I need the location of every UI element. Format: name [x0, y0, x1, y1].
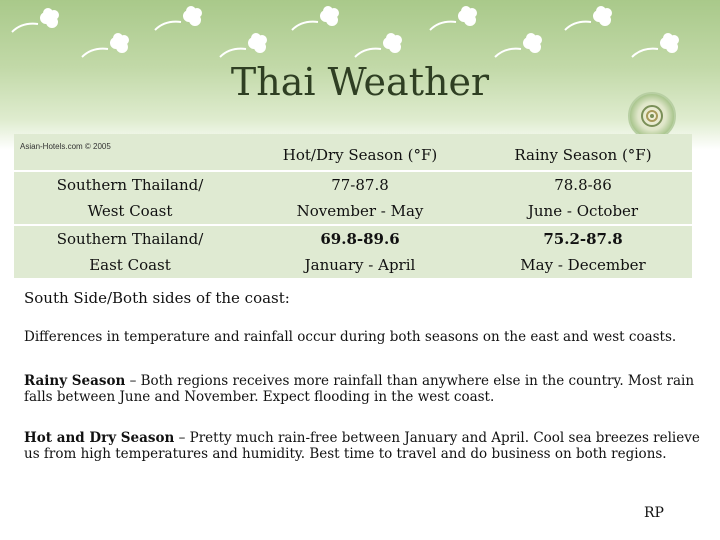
rainy-season-cell: 78.8-86 June - October [474, 171, 692, 225]
table-header-cell [14, 134, 246, 171]
hot-season-cell: 77-87.8 November - May [246, 171, 474, 225]
region-cell: Southern Thailand/ West Coast [14, 171, 246, 225]
table-header-row [14, 134, 692, 171]
region-cell: Southern Thailand/ East Coast [14, 225, 246, 279]
differences-paragraph: Differences in temperature and rainfall occur during both seasons on the east and west coasts. [24, 329, 677, 345]
rainy-season-label: Rainy Season [24, 373, 126, 389]
table-row [14, 171, 692, 225]
author-initials: RP [644, 505, 664, 521]
hot-season-label: Hot and Dry Season [24, 430, 175, 446]
copyright-credit: Asian-Hotels.com © 2005 [20, 142, 111, 151]
table-header-cell: Rainy Season (°F) [474, 134, 692, 171]
rainy-season-paragraph [24, 373, 700, 405]
hot-season-cell: 69.8-89.6 January - April [246, 225, 474, 279]
ornament-emblem-icon [628, 92, 676, 140]
rainy-season-text: – Both regions receives more rainfall than anywhere else in the country. Most rain falls between June and November. Expect flooding in the west coast. [24, 373, 695, 405]
hot-season-text: – Pretty much rain-free between January and April. Cool sea breezes relieve us from high temperatures and humidity. Best time to travel and do business on both regions. [24, 430, 700, 462]
table-row [14, 225, 692, 279]
section-heading: South Side/Both sides of the coast: [24, 289, 290, 307]
slide-title: Thai Weather [230, 60, 490, 104]
hot-season-paragraph [24, 430, 700, 462]
table-header-cell: Hot/Dry Season (°F) [246, 134, 474, 171]
rainy-season-cell: 75.2-87.8 May - December [474, 225, 692, 279]
weather-table [14, 134, 692, 280]
